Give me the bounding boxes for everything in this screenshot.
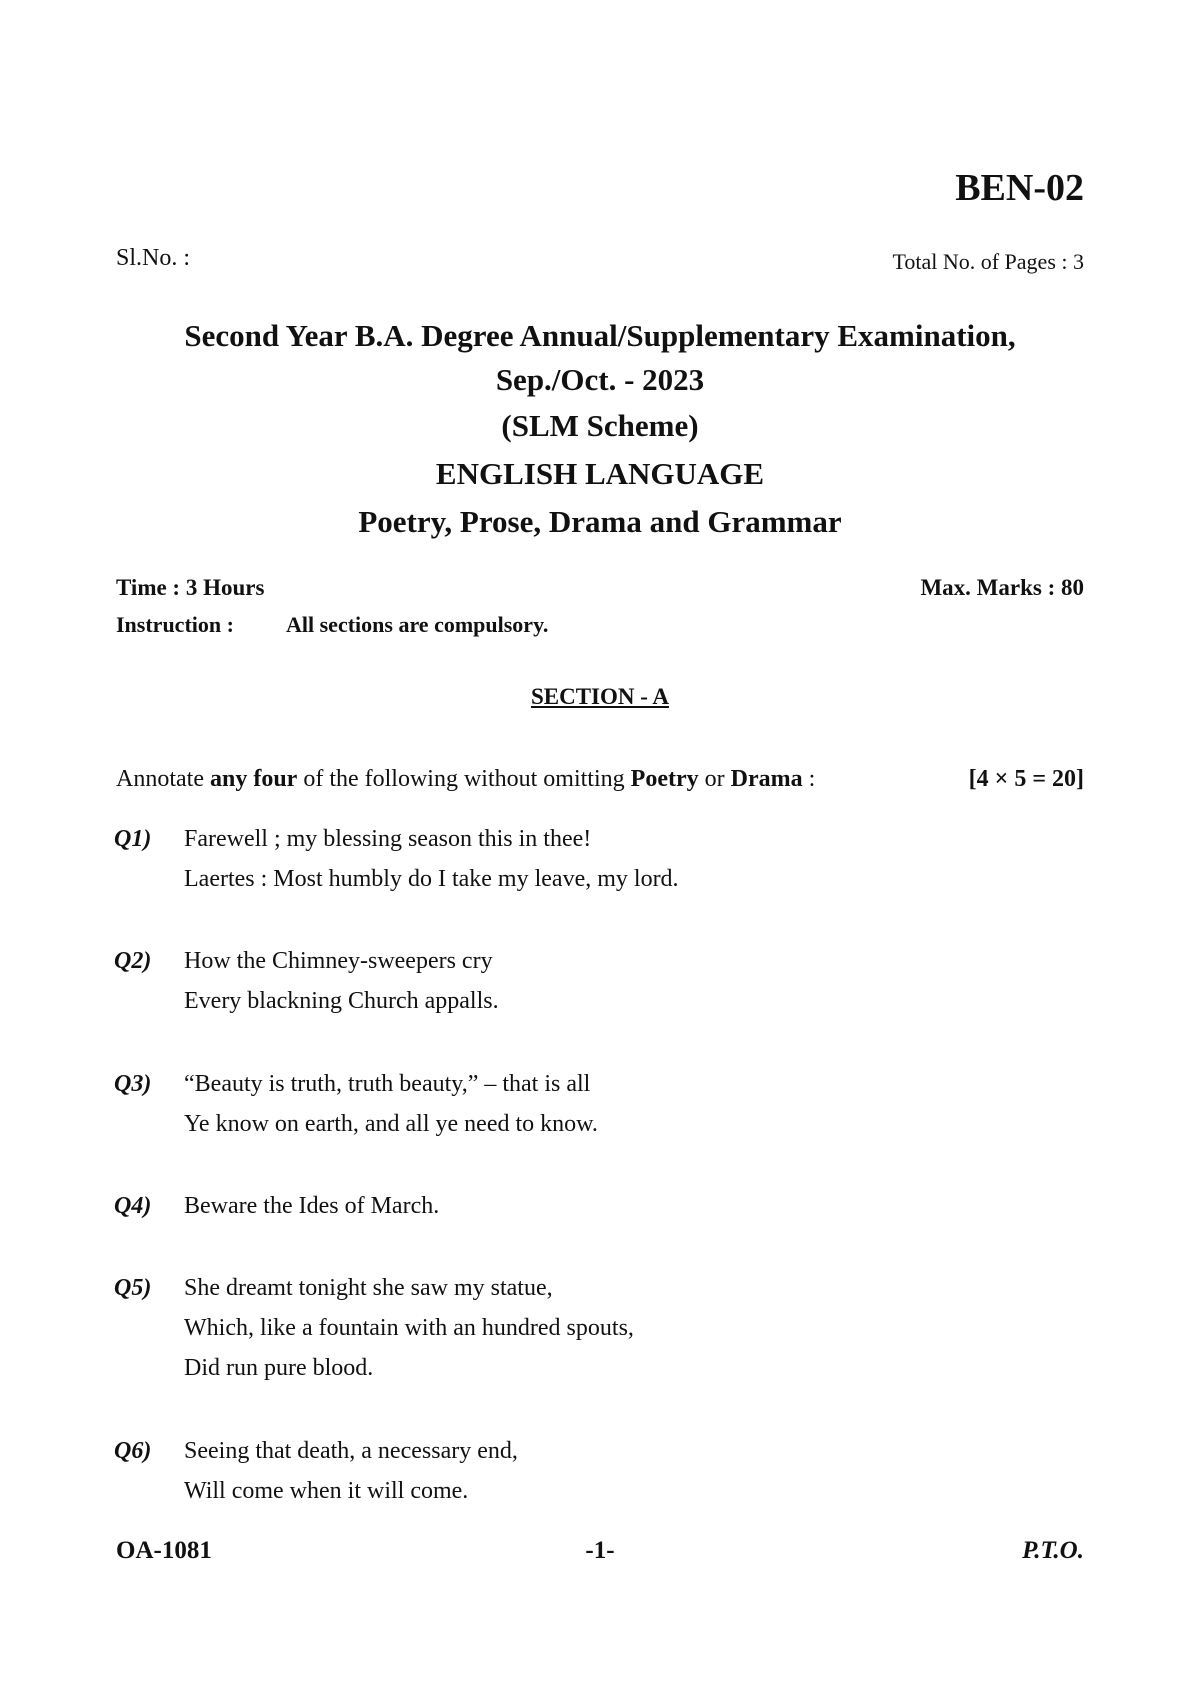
- exam-time: Time : 3 Hours: [116, 575, 265, 600]
- paper-title: Poetry, Prose, Drama and Grammar: [358, 504, 842, 539]
- directive-text: Annotate: [116, 766, 210, 792]
- directive-emphasis: Poetry: [630, 766, 699, 792]
- subject-name: ENGLISH LANGUAGE: [435, 456, 765, 491]
- directive-emphasis: any four: [209, 766, 298, 792]
- question-line: Seeing that death, a necessary end,: [184, 1438, 518, 1464]
- question-line: Did run pure blood.: [184, 1355, 374, 1381]
- question-number: Q1): [114, 826, 152, 852]
- directive-text: :: [802, 766, 816, 792]
- question-line: Laertes : Most humbly do I take my leave, my lord.: [184, 866, 679, 892]
- paper-code: BEN-02: [955, 167, 1084, 209]
- question-number: Q6): [114, 1438, 152, 1464]
- question-number: Q4): [114, 1193, 152, 1219]
- exam-scheme: (SLM Scheme): [501, 408, 699, 443]
- instruction-text: All sections are compulsory.: [286, 612, 549, 637]
- question-number: Q3): [114, 1071, 152, 1097]
- question-line: How the Chimney-sweepers cry: [184, 948, 493, 974]
- section-heading: SECTION - A: [530, 684, 670, 709]
- question-line: Which, like a fountain with an hundred spouts,: [184, 1315, 634, 1341]
- directive-text: or: [698, 766, 731, 792]
- question-line: Ye know on earth, and all ye need to know.: [184, 1111, 598, 1137]
- exam-title: Second Year B.A. Degree Annual/Supplementary Examination,: [184, 318, 1016, 353]
- serial-number-label: Sl.No. :: [116, 245, 191, 271]
- footer-paper-code: OA-1081: [116, 1537, 212, 1564]
- question-line: Beware the Ides of March.: [184, 1193, 440, 1219]
- question-line: “Beauty is truth, truth beauty,” – that is all: [184, 1071, 591, 1097]
- instruction-label: Instruction :: [116, 612, 234, 637]
- exam-session: Sep./Oct. - 2023: [495, 362, 705, 397]
- question-number: Q5): [114, 1275, 152, 1301]
- question-line: Every blackning Church appalls.: [184, 988, 499, 1014]
- max-marks: Max. Marks : 80: [920, 575, 1084, 600]
- directive-text: of the following without omitting: [297, 766, 631, 792]
- section-directive: [116, 766, 815, 793]
- question-line: Farewell ; my blessing season this in thee!: [184, 826, 592, 852]
- directive-emphasis: Drama: [730, 766, 803, 792]
- question-line: She dreamt tonight she saw my statue,: [184, 1275, 553, 1301]
- question-line: Will come when it will come.: [184, 1478, 469, 1504]
- section-marks: [4 × 5 = 20]: [968, 766, 1084, 792]
- question-number: Q2): [114, 948, 152, 974]
- exam-title-block: [0, 314, 1200, 546]
- page-number: -1-: [585, 1537, 615, 1564]
- total-pages: Total No. of Pages : 3: [892, 249, 1084, 274]
- please-turn-over: P.T.O.: [1022, 1537, 1084, 1564]
